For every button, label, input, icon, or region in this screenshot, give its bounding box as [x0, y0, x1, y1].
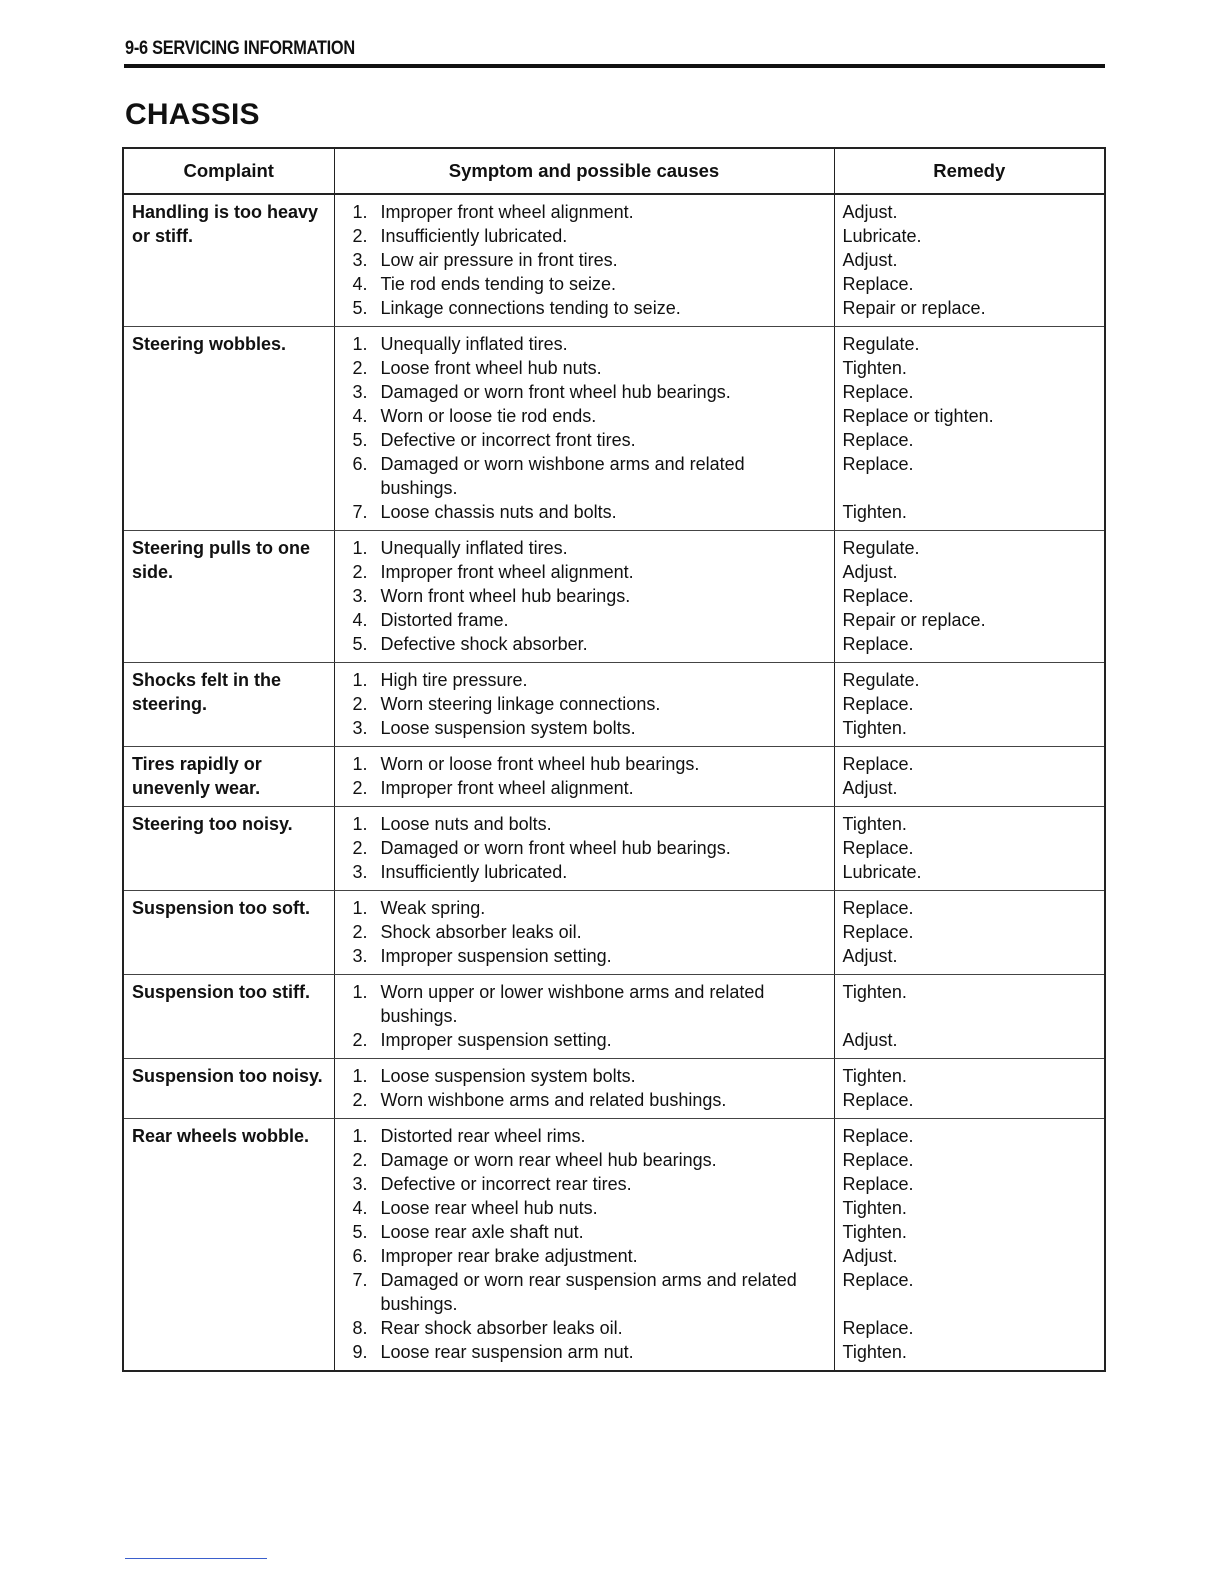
symptom-item — [353, 1244, 826, 1268]
symptom-number: 6. — [352, 454, 368, 474]
complaint-cell: Suspension too noisy. — [123, 1059, 334, 1119]
table-body — [123, 194, 1105, 1371]
remedy-text: Adjust. — [842, 778, 898, 798]
symptom-item — [353, 752, 826, 776]
symptom-item — [353, 1088, 826, 1112]
table-row — [123, 663, 1105, 747]
symptom-item — [353, 272, 826, 296]
remedy-text: Lubricate. — [842, 862, 922, 882]
remedy-text: Tighten. — [842, 718, 907, 738]
symptom-text: Linkage connections tending to seize. — [380, 298, 681, 318]
symptom-item — [353, 1124, 826, 1148]
remedy-text: Tighten. — [842, 1342, 907, 1362]
symptom-number: 7. — [352, 502, 368, 522]
symptom-text: Shock absorber leaks oil. — [380, 922, 582, 942]
symptom-number: 5. — [352, 634, 368, 654]
remedy-text: Replace. — [842, 454, 914, 474]
symptom-number: 5. — [352, 1222, 368, 1242]
remedy-cell — [834, 891, 1105, 975]
complaint-cell: Suspension too stiff. — [123, 975, 334, 1059]
remedy-text: Replace. — [842, 382, 914, 402]
symptom-item — [353, 836, 826, 860]
symptom-item — [353, 896, 826, 920]
symptom-text: Defective or incorrect front tires. — [380, 430, 636, 450]
remedy-text: Replace. — [842, 754, 914, 774]
remedy-text: Replace. — [842, 1174, 914, 1194]
symptom-text: Loose front wheel hub nuts. — [380, 358, 602, 378]
symptom-cell — [334, 747, 834, 807]
symptom-text: Damaged or worn front wheel hub bearings. — [380, 382, 731, 402]
remedy-text: Adjust. — [842, 946, 898, 966]
symptom-item — [353, 668, 826, 692]
remedy-text: Replace. — [842, 1126, 914, 1146]
symptom-text: Worn wishbone arms and related bushings. — [380, 1090, 727, 1110]
symptom-text: Loose suspension system bolts. — [380, 1066, 636, 1086]
remedy-text: Tighten. — [842, 814, 907, 834]
symptom-number: 2. — [352, 778, 368, 798]
symptom-number: 2. — [352, 1090, 368, 1110]
remedy-text: Replace. — [842, 1318, 914, 1338]
remedy-cell — [834, 327, 1105, 531]
symptom-item — [353, 1196, 826, 1220]
remedy-text: Tighten. — [842, 1222, 907, 1242]
remedy-text: Replace. — [842, 838, 914, 858]
remedy-text: Regulate. — [842, 670, 920, 690]
symptom-text: Worn front wheel hub bearings. — [380, 586, 631, 606]
symptom-item — [353, 692, 826, 716]
remedy-text: Adjust. — [842, 250, 898, 270]
symptom-item — [353, 1172, 826, 1196]
remedy-text: Regulate. — [842, 538, 920, 558]
symptom-number: 1. — [352, 202, 368, 222]
symptom-number: 2. — [352, 838, 368, 858]
symptom-item — [353, 632, 826, 656]
symptom-text: Worn upper or lower wishbone arms and related bushings. — [380, 982, 765, 1026]
complaint-cell: Steering pulls to one side. — [123, 531, 334, 663]
symptom-number: 2. — [352, 1030, 368, 1050]
symptom-text: Improper front wheel alignment. — [380, 202, 634, 222]
remedy-text: Repair or replace. — [842, 298, 986, 318]
symptom-text: Damaged or worn rear suspension arms and related bushings. — [380, 1270, 797, 1314]
symptom-item — [353, 428, 826, 452]
symptom-text: Unequally inflated tires. — [380, 538, 568, 558]
symptom-number: 3. — [352, 382, 368, 402]
remedy-text: Replace. — [842, 694, 914, 714]
remedy-cell — [834, 194, 1105, 327]
symptom-number: 4. — [352, 406, 368, 426]
symptom-text: Distorted frame. — [380, 610, 509, 630]
symptom-item — [353, 404, 826, 428]
complaint-cell: Shocks felt in the steering. — [123, 663, 334, 747]
table-row — [123, 807, 1105, 891]
symptom-number: 3. — [352, 1174, 368, 1194]
symptom-number: 8. — [352, 1318, 368, 1338]
symptom-text: Rear shock absorber leaks oil. — [380, 1318, 623, 1338]
symptom-item — [353, 920, 826, 944]
symptom-item — [353, 980, 826, 1028]
header-rule — [124, 64, 1105, 68]
symptom-number: 1. — [352, 754, 368, 774]
symptom-number: 2. — [352, 922, 368, 942]
symptom-text: Loose rear wheel hub nuts. — [380, 1198, 598, 1218]
column-header-symptom: Symptom and possible causes — [334, 148, 834, 194]
symptom-number: 4. — [352, 274, 368, 294]
remedy-cell — [834, 531, 1105, 663]
symptom-number: 1. — [352, 1066, 368, 1086]
symptom-cell — [334, 531, 834, 663]
symptom-item — [353, 536, 826, 560]
symptom-cell — [334, 1059, 834, 1119]
symptom-item — [353, 1028, 826, 1052]
table-header-row — [123, 148, 1105, 194]
symptom-item — [353, 1064, 826, 1088]
remedy-text: Replace. — [842, 430, 914, 450]
symptom-text: Low air pressure in front tires. — [380, 250, 618, 270]
remedy-cell — [834, 663, 1105, 747]
symptom-number: 5. — [352, 298, 368, 318]
table-row — [123, 327, 1105, 531]
complaint-cell: Tires rapidly or unevenly wear. — [123, 747, 334, 807]
symptom-text: Improper suspension setting. — [380, 1030, 612, 1050]
symptom-item — [353, 452, 826, 500]
symptom-number: 4. — [352, 610, 368, 630]
symptom-item — [353, 860, 826, 884]
symptom-number: 3. — [352, 586, 368, 606]
symptom-text: Tie rod ends tending to seize. — [380, 274, 616, 294]
symptom-number: 1. — [352, 670, 368, 690]
table-row — [123, 1059, 1105, 1119]
symptom-text: Worn or loose front wheel hub bearings. — [380, 754, 700, 774]
symptom-text: High tire pressure. — [380, 670, 528, 690]
remedy-text: Replace or tighten. — [842, 406, 994, 426]
symptom-item — [353, 380, 826, 404]
symptom-text: Insufficiently lubricated. — [380, 862, 568, 882]
complaint-cell: Rear wheels wobble. — [123, 1119, 334, 1372]
remedy-text: Replace. — [842, 1270, 914, 1290]
symptom-cell — [334, 194, 834, 327]
remedy-text: Lubricate. — [842, 226, 922, 246]
symptom-item — [353, 776, 826, 800]
symptom-number: 9. — [352, 1342, 368, 1362]
remedy-cell — [834, 1119, 1105, 1372]
symptom-item — [353, 1148, 826, 1172]
remedy-text: Replace. — [842, 1150, 914, 1170]
symptom-text: Damaged or worn wishbone arms and related bushings. — [380, 454, 745, 498]
symptom-number: 3. — [352, 250, 368, 270]
symptom-text: Worn or loose tie rod ends. — [380, 406, 597, 426]
symptom-text: Defective or incorrect rear tires. — [380, 1174, 632, 1194]
symptom-item — [353, 296, 826, 320]
symptom-text: Unequally inflated tires. — [380, 334, 568, 354]
symptom-text: Worn steering linkage connections. — [380, 694, 661, 714]
symptom-number: 5. — [352, 430, 368, 450]
symptom-item — [353, 560, 826, 584]
symptom-text: Distorted rear wheel rims. — [380, 1126, 586, 1146]
symptom-text: Weak spring. — [380, 898, 486, 918]
symptom-item — [353, 716, 826, 740]
remedy-text: Replace. — [842, 922, 914, 942]
table-row — [123, 1119, 1105, 1372]
remedy-cell — [834, 747, 1105, 807]
remedy-text: Replace. — [842, 586, 914, 606]
symptom-item — [353, 944, 826, 968]
remedy-text: Adjust. — [842, 562, 898, 582]
symptom-cell — [334, 663, 834, 747]
symptom-number: 1. — [352, 538, 368, 558]
symptom-number: 3. — [352, 718, 368, 738]
column-header-remedy: Remedy — [834, 148, 1105, 194]
symptom-item — [353, 332, 826, 356]
symptom-text: Loose suspension system bolts. — [380, 718, 636, 738]
symptom-item — [353, 500, 826, 524]
remedy-text: Tighten. — [842, 982, 907, 1002]
symptom-number: 1. — [352, 982, 368, 1002]
symptom-text: Insufficiently lubricated. — [380, 226, 568, 246]
symptom-text: Damage or worn rear wheel hub bearings. — [380, 1150, 717, 1170]
page-header: 9-6 SERVICING INFORMATION — [125, 38, 355, 59]
symptom-text: Improper suspension setting. — [380, 946, 612, 966]
table-row — [123, 531, 1105, 663]
remedy-cell — [834, 975, 1105, 1059]
symptom-number: 3. — [352, 862, 368, 882]
symptom-item — [353, 608, 826, 632]
remedy-cell — [834, 807, 1105, 891]
symptom-number: 2. — [352, 1150, 368, 1170]
complaint-cell: Suspension too soft. — [123, 891, 334, 975]
symptom-number: 1. — [352, 1126, 368, 1146]
remedy-text: Adjust. — [842, 1030, 898, 1050]
symptom-text: Improper front wheel alignment. — [380, 778, 634, 798]
remedy-text: Tighten. — [842, 502, 907, 522]
symptom-number: 2. — [352, 562, 368, 582]
table-row — [123, 975, 1105, 1059]
symptom-item — [353, 584, 826, 608]
symptom-text: Loose rear axle shaft nut. — [380, 1222, 584, 1242]
remedy-text: Adjust. — [842, 202, 898, 222]
symptom-text: Improper rear brake adjustment. — [380, 1246, 638, 1266]
chassis-troubleshooting-table — [122, 147, 1106, 1372]
symptom-number: 1. — [352, 814, 368, 834]
symptom-number: 7. — [352, 1270, 368, 1290]
complaint-cell: Steering too noisy. — [123, 807, 334, 891]
table-row — [123, 747, 1105, 807]
table-row — [123, 194, 1105, 327]
complaint-cell: Steering wobbles. — [123, 327, 334, 531]
complaint-cell: Handling is too heavy or stiff. — [123, 194, 334, 327]
symptom-text: Damaged or worn front wheel hub bearings. — [380, 838, 731, 858]
symptom-item — [353, 1268, 826, 1316]
remedy-text: Tighten. — [842, 1066, 907, 1086]
symptom-number: 1. — [352, 334, 368, 354]
remedy-text: Replace. — [842, 898, 914, 918]
footer-rule — [125, 1558, 267, 1559]
table-row — [123, 891, 1105, 975]
column-header-complaint: Complaint — [123, 148, 334, 194]
remedy-cell — [834, 1059, 1105, 1119]
remedy-text: Adjust. — [842, 1246, 898, 1266]
symptom-number: 4. — [352, 1198, 368, 1218]
symptom-number: 1. — [352, 898, 368, 918]
symptom-item — [353, 356, 826, 380]
symptom-number: 3. — [352, 946, 368, 966]
symptom-text: Loose nuts and bolts. — [380, 814, 552, 834]
remedy-text: Repair or replace. — [842, 610, 986, 630]
symptom-cell — [334, 327, 834, 531]
remedy-text: Tighten. — [842, 358, 907, 378]
symptom-cell — [334, 807, 834, 891]
symptom-cell — [334, 1119, 834, 1372]
symptom-number: 2. — [352, 226, 368, 246]
symptom-text: Defective shock absorber. — [380, 634, 588, 654]
section-title: CHASSIS — [125, 98, 260, 131]
symptom-text: Loose rear suspension arm nut. — [380, 1342, 634, 1362]
symptom-item — [353, 1220, 826, 1244]
symptom-text: Loose chassis nuts and bolts. — [380, 502, 617, 522]
symptom-item — [353, 248, 826, 272]
symptom-cell — [334, 891, 834, 975]
symptom-cell — [334, 975, 834, 1059]
symptom-item — [353, 224, 826, 248]
symptom-item — [353, 1316, 826, 1340]
remedy-text: Replace. — [842, 634, 914, 654]
remedy-text: Replace. — [842, 1090, 914, 1110]
symptom-item — [353, 1340, 826, 1364]
symptom-number: 6. — [352, 1246, 368, 1266]
symptom-number: 2. — [352, 358, 368, 378]
symptom-text: Improper front wheel alignment. — [380, 562, 634, 582]
remedy-text: Regulate. — [842, 334, 920, 354]
remedy-text: Replace. — [842, 274, 914, 294]
symptom-item — [353, 812, 826, 836]
remedy-text: Tighten. — [842, 1198, 907, 1218]
symptom-number: 2. — [352, 694, 368, 714]
symptom-item — [353, 200, 826, 224]
